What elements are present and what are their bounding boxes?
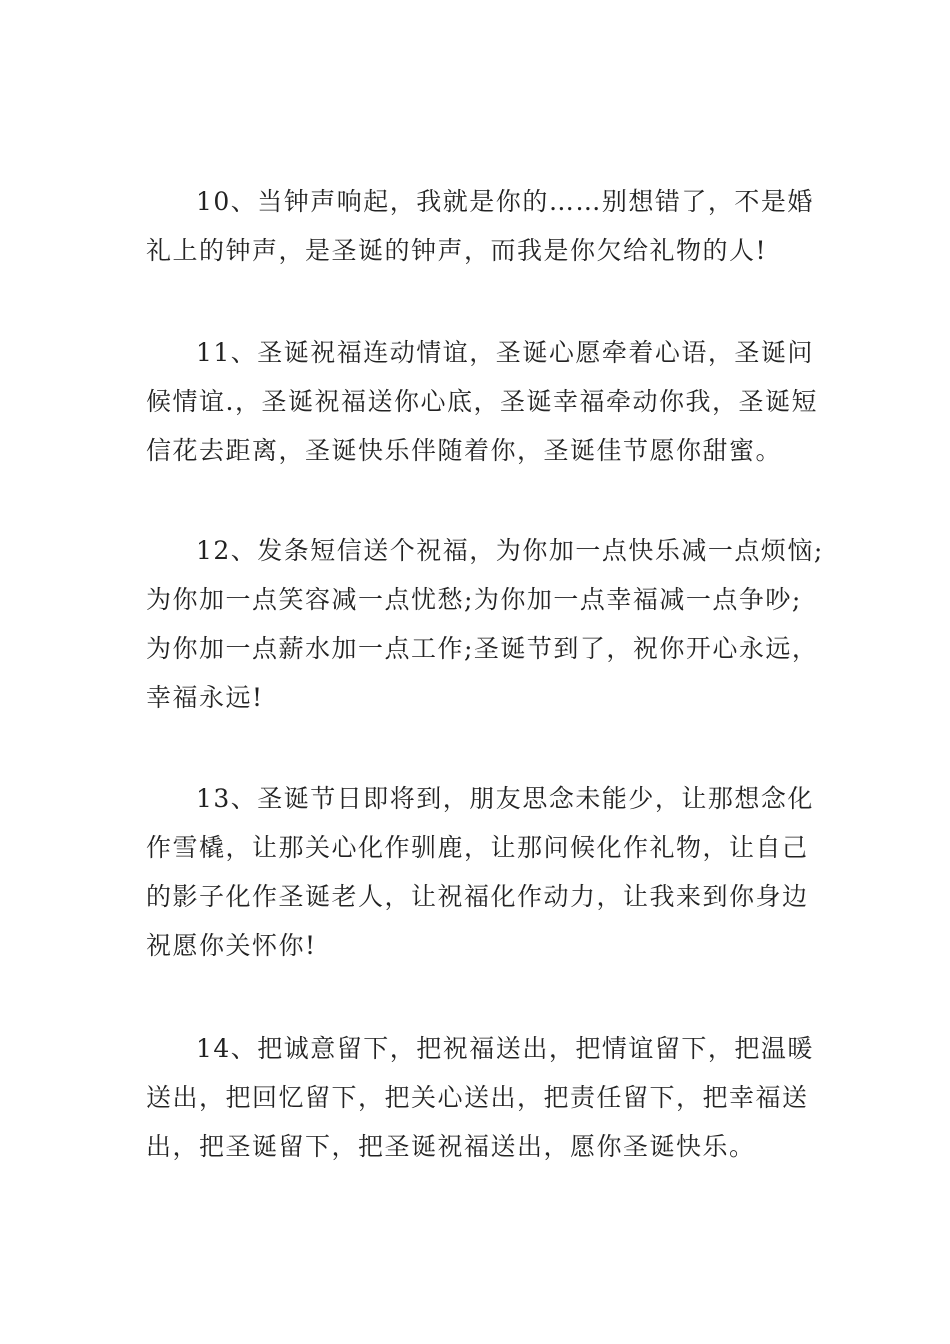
paragraph-line: 13、圣诞节日即将到，朋友思念未能少，让那想念化: [196, 784, 814, 813]
paragraph-line: 礼上的钟声，是圣诞的钟声，而我是你欠给礼物的人!: [146, 236, 768, 265]
paragraph-11: [146, 328, 818, 475]
paragraph-line: 14、把诚意留下，把祝福送出，把情谊留下，把温暖: [196, 1034, 814, 1063]
paragraph-line: 信花去距离，圣诞快乐伴随着你，圣诞佳节愿你甜蜜。: [146, 436, 783, 465]
paragraph-line: 祝愿你关怀你!: [146, 931, 317, 960]
paragraph-line: 12、发条短信送个祝福，为你加一点快乐减一点烦恼;: [196, 536, 824, 565]
paragraph-line: 的影子化作圣诞老人，让祝福化作动力，让我来到你身边: [146, 882, 809, 911]
paragraph-line: 送出，把回忆留下，把关心送出，把责任留下，把幸福送: [146, 1083, 809, 1112]
paragraph-12: [146, 526, 824, 722]
paragraph-line: 为你加一点笑容减一点忧愁;为你加一点幸福减一点争吵;: [146, 585, 802, 614]
paragraph-line: 作雪橇，让那关心化作驯鹿，让那问候化作礼物，让自己: [146, 833, 809, 862]
paragraph-line: 出，把圣诞留下，把圣诞祝福送出，愿你圣诞快乐。: [146, 1132, 756, 1161]
paragraph-line: 候情谊.，圣诞祝福送你心底，圣诞幸福牵动你我，圣诞短: [146, 387, 818, 416]
paragraph-line: 10、当钟声响起，我就是你的……别想错了，不是婚: [196, 187, 814, 216]
paragraph-line: 为你加一点薪水加一点工作;圣诞节到了，祝你开心永远，: [146, 634, 819, 663]
paragraph-line: 幸福永远!: [146, 683, 264, 712]
paragraph-line: 11、圣诞祝福连动情谊，圣诞心愿牵着心语，圣诞问: [196, 338, 814, 367]
paragraph-14: [146, 1024, 814, 1171]
paragraph-10: [146, 177, 814, 275]
paragraph-13: [146, 774, 814, 970]
